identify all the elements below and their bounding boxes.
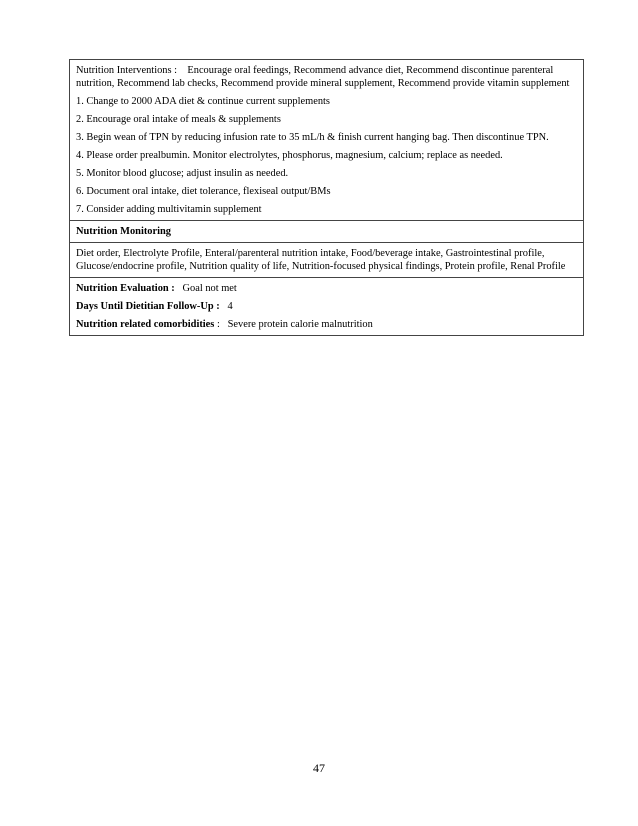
evaluation-section	[70, 277, 583, 335]
followup-row	[76, 300, 577, 313]
intervention-item: 4. Please order prealbumin. Monitor electrolytes, phosphorus, magnesium, calcium; replace as needed.	[76, 150, 503, 161]
comorbidities-label: Nutrition related comorbidities	[76, 319, 215, 330]
followup-value: 4	[227, 301, 233, 312]
nutrition-note-table	[69, 59, 584, 336]
interventions-text: Encourage oral feedings, Recommend advance diet, Recommend discontinue parenteral nutrition, Recommend lab checks, Recommend provide mineral supplement, Recommend provide vitamin supplement	[76, 65, 570, 89]
evaluation-value: Goal not met	[182, 283, 237, 294]
intervention-item: 1. Change to 2000 ADA diet & continue current supplements	[76, 96, 330, 107]
monitoring-heading: Nutrition Monitoring	[76, 226, 171, 237]
followup-label: Days Until Dietitian Follow-Up :	[76, 301, 220, 312]
monitoring-heading-section	[70, 220, 583, 242]
intervention-item: 5. Monitor blood glucose; adjust insulin as needed.	[76, 168, 289, 179]
interventions-summary	[76, 64, 577, 90]
intervention-item: 3. Begin wean of TPN by reducing infusion rate to 35 mL/h & finish current hanging bag. Then discontinue TPN.	[76, 132, 549, 143]
comorbidities-value: Severe protein calorie malnutrition	[227, 319, 373, 330]
interventions-section	[70, 60, 583, 220]
page-number: 47	[313, 761, 325, 775]
comorbidities-separator: :	[216, 319, 220, 330]
evaluation-label: Nutrition Evaluation :	[76, 283, 175, 294]
comorbidities-row	[76, 318, 577, 331]
intervention-item: 6. Document oral intake, diet tolerance, flexiseal output/BMs	[76, 186, 331, 197]
monitoring-text: Diet order, Electrolyte Profile, Enteral/parenteral nutrition intake, Food/beverage intake, Gastrointestinal profile, Glucose/endocrine profile, Nutrition quality of life, Nutrition-focused physical findings, Protein profile, Renal Profile	[76, 248, 566, 272]
evaluation-row	[76, 282, 577, 295]
monitoring-section	[70, 242, 583, 277]
intervention-item: 2. Encourage oral intake of meals & supplements	[76, 114, 281, 125]
intervention-item: 7. Consider adding multivitamin supplement	[76, 204, 262, 215]
interventions-label: Nutrition Interventions :	[76, 65, 178, 76]
